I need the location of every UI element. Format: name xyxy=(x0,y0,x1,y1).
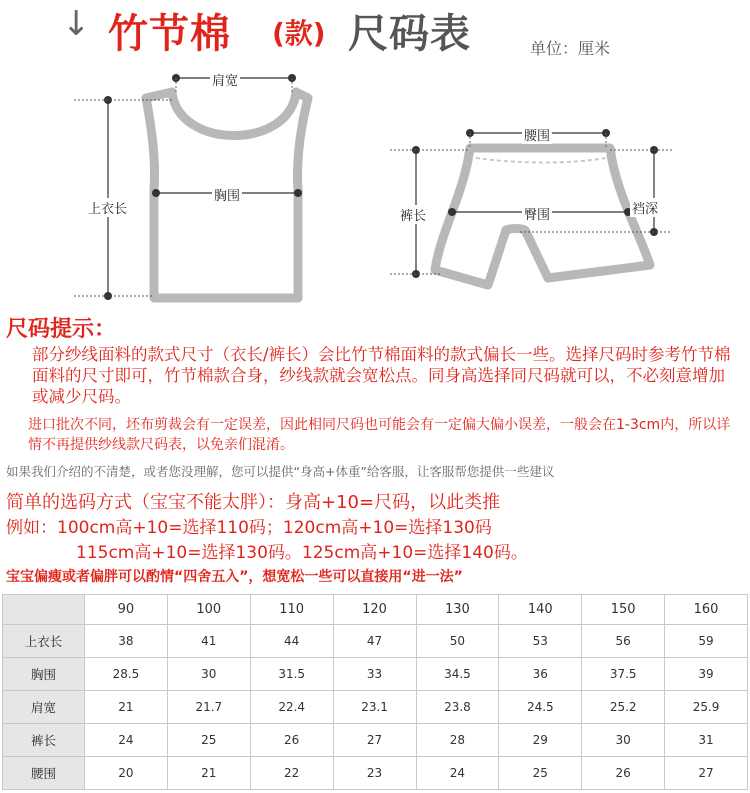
tips-note: 如果我们介绍的不清楚，或者您没理解，您可以提供“身高+体重”给客服，让客服帮您提供一些建议 xyxy=(6,464,555,479)
row-label-top-length: 上衣长 xyxy=(3,625,85,658)
top-length-label: 上衣长 xyxy=(86,198,129,217)
table-cell: 44 xyxy=(250,625,333,658)
table-cell: 24 xyxy=(85,724,168,757)
table-cell: 41 xyxy=(167,625,250,658)
row-label-shoulder: 肩宽 xyxy=(3,691,85,724)
table-row xyxy=(3,691,748,724)
table-cell: 25.9 xyxy=(665,691,748,724)
header xyxy=(0,0,750,60)
tips-paragraph-2: 进口批次不同，坯布剪裁会有一定误差，因此相同尺码也可能会有一定偏大偏小误差，一般会在1-3cm内，所以详情不再提供纱线款尺码表，以免亲们混淆。 xyxy=(28,417,731,453)
table-cell: 36 xyxy=(499,658,582,691)
table-cell: 26 xyxy=(582,757,665,790)
table-cell: 26 xyxy=(250,724,333,757)
row-label-waist: 腰围 xyxy=(3,757,85,790)
down-arrow-icon: ↓ xyxy=(62,4,91,44)
method-line-2: 例如：100cm高+10=选择110码；120cm高+10=选择130码 xyxy=(6,518,492,538)
rise-label: 裆深 xyxy=(630,198,660,217)
title-size-chart: 尺码表 xyxy=(348,11,471,57)
table-cell: 34.5 xyxy=(416,658,499,691)
rounding-advice: 宝宝偏瘦或者偏胖可以酌情“四舍五入”，想宽松一些可以直接用“进一法” xyxy=(6,569,463,585)
table-cell: 39 xyxy=(665,658,748,691)
tips-title: 尺码提示： xyxy=(6,317,117,342)
pants-length-label: 裤长 xyxy=(398,205,428,224)
title-style: (款) xyxy=(272,17,326,50)
measurement-diagram xyxy=(0,60,750,310)
row-label-chest: 胸围 xyxy=(3,658,85,691)
table-header-row xyxy=(3,595,748,625)
table-cell: 22.4 xyxy=(250,691,333,724)
table-cell: 21.7 xyxy=(167,691,250,724)
size-header-cell: 150 xyxy=(582,595,665,625)
table-cell: 23.1 xyxy=(333,691,416,724)
table-cell: 33 xyxy=(333,658,416,691)
table-cell: 50 xyxy=(416,625,499,658)
table-row xyxy=(3,625,748,658)
table-cell: 28.5 xyxy=(85,658,168,691)
table-cell: 27 xyxy=(333,724,416,757)
method-line-3: 115cm高+10=选择130码。125cm高+10=选择140码。 xyxy=(76,543,528,563)
table-cell: 28 xyxy=(416,724,499,757)
method-line-1: 简单的选码方式（宝宝不能太胖）：身高+10=尺码，以此类推 xyxy=(6,492,501,513)
table-cell: 56 xyxy=(582,625,665,658)
table-cell: 31.5 xyxy=(250,658,333,691)
table-cell: 27 xyxy=(665,757,748,790)
table-cell: 25 xyxy=(499,757,582,790)
table-cell: 24 xyxy=(416,757,499,790)
table-cell: 23.8 xyxy=(416,691,499,724)
table-cell: 24.5 xyxy=(499,691,582,724)
table-cell: 23 xyxy=(333,757,416,790)
title-fabric: 竹节棉 xyxy=(108,11,231,57)
shoulder-width-label: 肩宽 xyxy=(210,70,240,89)
table-cell: 25.2 xyxy=(582,691,665,724)
table-cell: 47 xyxy=(333,625,416,658)
waist-label: 腰围 xyxy=(522,125,552,144)
unit-label: 单位：厘米 xyxy=(530,39,611,58)
hip-label: 臀围 xyxy=(522,204,552,223)
table-cell: 21 xyxy=(85,691,168,724)
row-label-pants-length: 裤长 xyxy=(3,724,85,757)
garment-illustration xyxy=(0,60,750,310)
tips-paragraph-1: 部分纱线面料的款式尺寸（衣长/裤长）会比竹节棉面料的款式偏长一些。选择尺码时参考竹节棉面料的尺寸即可，竹节棉款合身，纱线款就会宽松点。同身高选择同尺码就可以，不必刻意增加或减少尺码。 xyxy=(32,345,731,406)
size-header-cell: 130 xyxy=(416,595,499,625)
size-header-cell: 160 xyxy=(665,595,748,625)
table-cell: 29 xyxy=(499,724,582,757)
chest-label: 胸围 xyxy=(212,185,242,204)
table-cell: 53 xyxy=(499,625,582,658)
table-cell: 31 xyxy=(665,724,748,757)
size-table xyxy=(2,594,748,790)
table-cell: 38 xyxy=(85,625,168,658)
table-cell: 30 xyxy=(167,658,250,691)
table-row xyxy=(3,724,748,757)
table-cell: 37.5 xyxy=(582,658,665,691)
table-cell: 25 xyxy=(167,724,250,757)
size-header-cell: 120 xyxy=(333,595,416,625)
table-cell: 20 xyxy=(85,757,168,790)
table-cell: 21 xyxy=(167,757,250,790)
size-header-cell: 90 xyxy=(85,595,168,625)
table-cell: 22 xyxy=(250,757,333,790)
table-cell: 30 xyxy=(582,724,665,757)
size-header-cell: 140 xyxy=(499,595,582,625)
size-header-cell: 110 xyxy=(250,595,333,625)
table-row xyxy=(3,658,748,691)
table-corner-cell xyxy=(3,595,85,625)
table-cell: 59 xyxy=(665,625,748,658)
size-header-cell: 100 xyxy=(167,595,250,625)
table-row xyxy=(3,757,748,790)
